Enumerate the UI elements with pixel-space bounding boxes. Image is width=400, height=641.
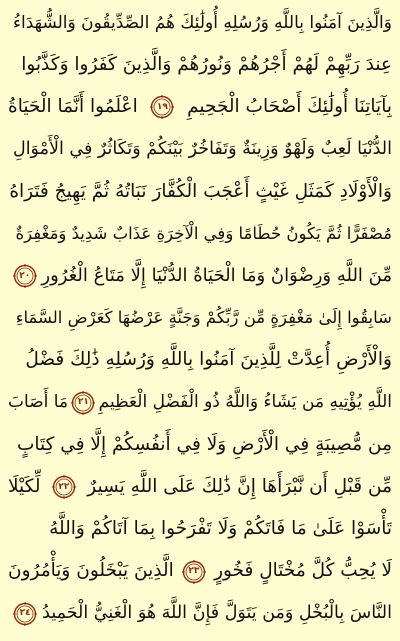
verse-text: لَا يُحِبُّ كُلَّ مُخْتَالٍ فَخُورٍ [214,560,392,582]
verse-text: مُصْفَرًّا ثُمَّ يَكُونُ حُطَامًا وَفِي الْآخِرَةِ عَذَابٌ شَدِيدٌ وَمَغْفِرَةٌ [15,223,392,243]
verse-text: سَابِقُوا إِلَىٰ مَغْفِرَةٍ مِّن رَّبِّكُمْ وَجَنَّةٍ عَرْضُهَا كَعَرْضِ السَّمَاءِ [15,308,392,328]
verse-text: النَّاسَ بِالْبُخْلِ وَمَن يَتَوَلَّ فَإِنَّ اللَّهَ هُوَ الْغَنِيُّ الْحَمِيدُ [42,602,392,623]
verse-text: لِّكَيْلَا [8,475,41,497]
verse-line [8,424,392,466]
verse-text: تَأْسَوْا عَلَىٰ مَا فَاتَكُمْ وَلَا تَفْرَحُوا بِمَا آتَاكُمْ وَاللَّهُ [49,518,392,540]
verse-line [8,593,392,635]
verse-line [8,508,392,550]
verse-line [8,255,392,297]
verse-line [8,213,392,255]
ayah-number-marker [71,391,95,415]
verse-text: وَالَّذِينَ آمَنُوا بِاللَّهِ وَرُسُلِهِ أُولَٰئِكَ هُمُ الصِّدِّيقُونَ وَالشُّهَدَاءُ [12,12,392,33]
verse-text: مِّنَ اللَّهِ وَرِضْوَانٌ وَمَا الْحَيَاةُ الدُّنْيَا إِلَّا مَتَاعُ الْغُرُورِ [41,265,392,287]
verse-text: وَالْأَرْضِ أُعِدَّتْ لِلَّذِينَ آمَنُوا بِاللَّهِ وَرُسُلِهِ ذَٰلِكَ فَضْلُ [25,349,392,371]
verse-text: اللَّهِ يُؤْتِيهِ مَن يَشَاءُ وَاللَّهُ ذُو الْفَضْلِ الْعَظِيمِ [98,392,392,413]
verse-text: الَّذِينَ يَبْخَلُونَ وَيَأْمُرُونَ [8,560,174,582]
verse-line [8,466,392,508]
verse-text: الدُّنْيَا لَعِبٌ وَلَهْوٌ وَزِينَةٌ وَتَفَاخُرٌ بَيْنَكُمْ وَتَكَاثُرٌ فِي الْأَمْوَالِ [12,138,392,159]
ayah-number: ١٩ [156,101,168,112]
verse-line [8,550,392,592]
ayah-number-marker [13,602,37,626]
verse-line [8,2,392,44]
verse-line [8,382,392,424]
ayah-number: ٢١ [77,397,89,408]
ayah-number-marker [13,264,37,288]
verse-line [8,86,392,128]
verse-line [8,340,392,382]
verse-text: اعْلَمُوا أَنَّمَا الْحَيَاةُ [8,96,138,118]
ayah-number: ٢٢ [58,481,70,492]
ayah-number: ٢٣ [188,566,200,577]
ayah-number: ٢٤ [19,608,31,619]
ayah-number-marker [52,475,76,499]
ayah-number: ٢٠ [19,270,31,281]
verse-text: مَا أَصَابَ [8,392,69,413]
verse-line [8,171,392,213]
verse-line [8,297,392,339]
ayah-number-marker [150,95,174,119]
verse-text: عِندَ رَبِّهِمْ لَهُمْ أَجْرُهُمْ وَنُورُهُمْ وَالَّذِينَ كَفَرُوا وَكَذَّبُوا [21,54,392,76]
ayah-number-marker [182,560,206,584]
verse-text: مِن مُّصِيبَةٍ فِي الْأَرْضِ وَلَا فِي أَنفُسِكُمْ إِلَّا فِي كِتَابٍ [16,433,392,455]
verse-line [8,129,392,171]
verse-text: وَالْأَوْلَادِ كَمَثَلِ غَيْثٍ أَعْجَبَ الْكُفَّارَ نَبَاتُهُ ثُمَّ يَهِيجُ فَتَرَاهُ [9,180,392,202]
verse-text: بِآيَاتِنَا أُولَٰئِكَ أَصْحَابُ الْجَحِيمِ [187,96,392,118]
verse-line [8,44,392,86]
verse-text: مِّن قَبْلِ أَن نَّبْرَأَهَا إِنَّ ذَٰلِكَ عَلَى اللَّهِ يَسِيرٌ [87,475,392,497]
